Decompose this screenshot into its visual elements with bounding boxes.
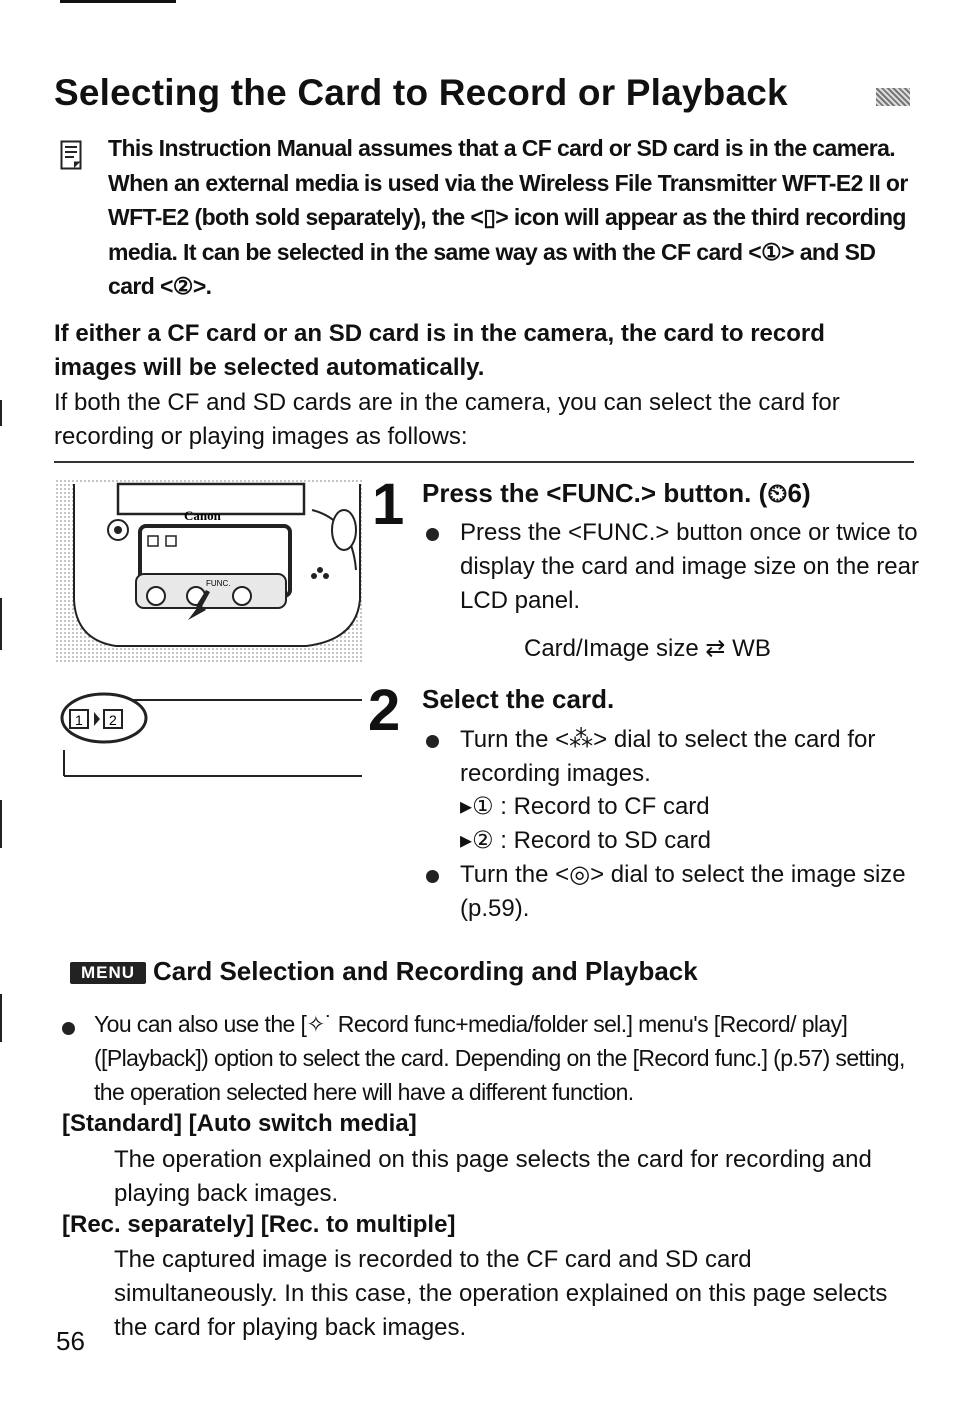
edge-mark [0, 400, 2, 426]
top-edge-mark [60, 0, 176, 3]
section-tab-mark [876, 88, 910, 106]
bullet-icon [62, 1022, 75, 1035]
intro-text: If both the CF and SD cards are in the camera, you can select the card for recording or playing images as follows: [54, 389, 840, 450]
step-number: 2 [368, 678, 401, 743]
edge-mark [0, 994, 2, 1042]
section-title: Card Selection and Recording and Playback [153, 956, 698, 986]
step-1-heading: Press the <FUNC.> button. (⏲6) [422, 478, 811, 508]
rear-lcd-card-illustration [56, 690, 364, 780]
edge-mark [0, 598, 2, 650]
bullet-icon [426, 870, 439, 883]
record-sd-option: ▸② : Record to SD card [460, 827, 711, 854]
canon-logo: Canon [184, 508, 221, 523]
standard-text: The operation explained on this page selects the card for recording and playing back images. [114, 1146, 872, 1207]
page-title: Selecting the Card to Record or Playback [54, 72, 788, 113]
step-2-bullet-2: Turn the <◎> dial to select the image size (p.59). [460, 861, 906, 922]
step-2-heading: Select the card. [422, 684, 615, 714]
rec-separately-heading: [Rec. separately] [Rec. to multiple] [62, 1211, 456, 1238]
page-number: 56 [56, 1326, 85, 1356]
step-2-bullet-1: Turn the <⁂> dial to select the card for recording images. [460, 726, 876, 787]
note-text: This Instruction Manual assumes that a CF card or SD card is in the camera. When an external media is used via the Wireless File Transmitter WFT-E2 II or WFT-E2 (both sold separately), the <▯> icon will appear as the third recording media. It can be selected in the same way as with the CF card <①> and SD card <②>. [108, 135, 908, 299]
note-icon [60, 140, 82, 170]
step-1-bullet: Press the <FUNC.> button once or twice to display the card and image size on the rear LCD panel. [460, 519, 919, 614]
svg-text:FUNC.: FUNC. [206, 579, 231, 588]
divider [54, 461, 914, 463]
section-bullet: You can also use the [✧˙ Record func+media/folder sel.] menu's [Record/ play] ([Playback]) option to select the card. Depending on the [Record func.] (p.57) setting, the operation selected here will have a different function. [94, 1011, 905, 1105]
standard-heading: [Standard] [Auto switch media] [62, 1110, 417, 1137]
bullet-icon [426, 735, 439, 748]
camera-rear-panel-illustration [56, 480, 364, 664]
record-cf-option: ▸① : Record to CF card [460, 793, 710, 820]
edge-mark [0, 800, 2, 848]
intro-bold-text: If either a CF card or an SD card is in the camera, the card to record images will be selected automatically. [54, 320, 825, 381]
step-1-caption: Card/Image size ⇄ WB [524, 635, 771, 662]
svg-text:2: 2 [109, 712, 117, 728]
rec-separately-text: The captured image is recorded to the CF card and SD card simultaneously. In this case, the operation explained on this page selects the card for playing back images. [114, 1246, 888, 1341]
svg-text:1: 1 [75, 712, 83, 728]
step-number: 1 [372, 472, 405, 537]
bullet-icon [426, 528, 439, 541]
menu-icon: MENU [70, 962, 146, 984]
